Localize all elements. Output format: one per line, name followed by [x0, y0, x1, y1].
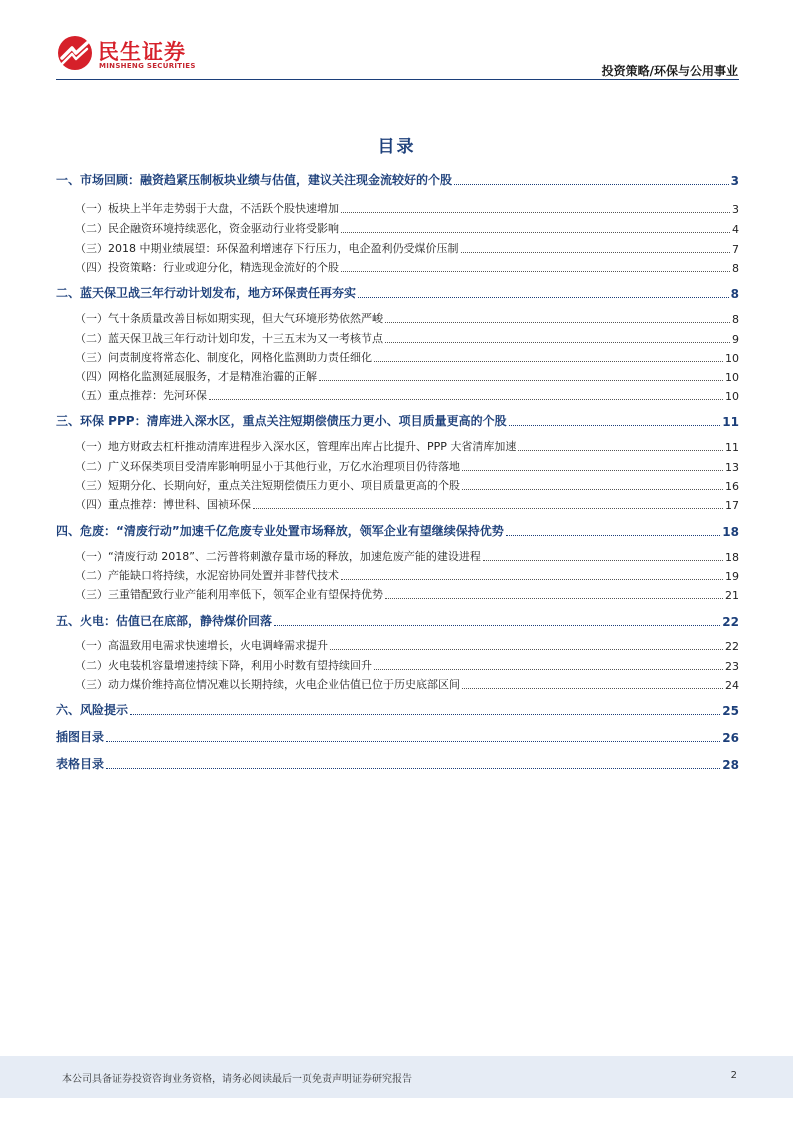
toc-entry-title: 五、火电：估值已在底部，静待煤价回落 — [56, 614, 273, 628]
toc-entry-title: （四）投资策略：行业或迎分化，精选现金流好的个股 — [75, 261, 339, 274]
toc-dot-leader — [462, 470, 723, 471]
toc-entry-page: 4 — [732, 223, 739, 236]
toc-chapter-entry[interactable] — [56, 729, 739, 745]
toc-entry-page: 26 — [722, 731, 739, 745]
toc-dot-leader — [106, 741, 720, 742]
toc-entry-title: （四）重点推荐：博世科、国祯环保 — [75, 498, 251, 511]
toc-entry-title: 插图目录 — [56, 730, 105, 744]
toc-dot-leader — [341, 232, 730, 233]
toc-entry-title: （三）三重错配致行业产能利用率低下，领军企业有望保持优势 — [75, 588, 383, 601]
page-header — [0, 0, 793, 80]
toc-section-entry[interactable] — [56, 568, 739, 583]
toc-section-entry[interactable] — [56, 311, 739, 326]
toc-entry-page: 3 — [730, 174, 739, 188]
toc-section-entry[interactable] — [56, 478, 739, 493]
toc-dot-leader — [518, 450, 723, 451]
toc-section-entry[interactable] — [56, 549, 739, 564]
toc-entry-title: （四）网格化监测延展服务，才是精准治霾的正解 — [75, 370, 317, 383]
toc-dot-leader — [130, 714, 720, 715]
report-category: 投资策略/环保与公用事业 — [601, 64, 738, 78]
toc-section-entry[interactable] — [56, 369, 739, 384]
toc-entry-title: （三）动力煤价维持高位情况难以长期持续，火电企业估值已位于历史底部区间 — [75, 678, 460, 691]
toc-dot-leader — [483, 560, 723, 561]
toc-entry-title: （一）地方财政去杠杆推动清库进程步入深水区，管理库出库占比提升、PPP 大省清库加速 — [75, 440, 517, 453]
toc-section-entry[interactable] — [56, 331, 739, 346]
toc-entry-title: （二）蓝天保卫战三年行动计划印发，十三五末为又一考核节点 — [75, 332, 383, 345]
toc-dot-leader — [374, 669, 723, 670]
toc-entry-page: 8 — [732, 262, 739, 275]
toc-chapter-entry[interactable] — [56, 285, 739, 301]
toc-dot-leader — [274, 625, 720, 626]
toc-entry-page: 18 — [722, 525, 739, 539]
toc-entry-title: （二）火电装机容量增速持续下降，利用小时数有望持续回升 — [75, 659, 372, 672]
toc-section-entry[interactable] — [56, 221, 739, 236]
logo-mark-icon — [56, 34, 94, 72]
toc-dot-leader — [374, 361, 723, 362]
toc-entry-page: 8 — [730, 287, 739, 301]
toc-entry-title: 表格目录 — [56, 757, 105, 771]
footer-disclaimer: 本公司具备证券投资咨询业务资格，请务必阅读最后一页免责声明证券研究报告 — [62, 1074, 412, 1085]
toc-entry-page: 23 — [725, 660, 739, 673]
toc-entry-page: 10 — [725, 352, 739, 365]
toc-entry-title: （五）重点推荐：先河环保 — [75, 389, 207, 402]
toc-chapter-entry[interactable] — [56, 172, 739, 188]
toc-entry-title: （一）板块上半年走势弱于大盘，不活跃个股快速增加 — [75, 202, 339, 215]
toc-dot-leader — [330, 649, 723, 650]
toc-entry-page: 9 — [732, 333, 739, 346]
toc-entry-page: 17 — [725, 499, 739, 512]
toc-entry-page: 18 — [725, 551, 739, 564]
toc-section-entry[interactable] — [56, 439, 739, 454]
toc-entry-page: 10 — [725, 390, 739, 403]
toc-entry-title: 二、蓝天保卫战三年行动计划发布，地方环保责任再夯实 — [56, 286, 357, 300]
toc-section-entry[interactable] — [56, 241, 739, 256]
header-divider — [56, 79, 739, 80]
toc-chapter-entry[interactable] — [56, 523, 739, 539]
toc-entry-page: 8 — [732, 313, 739, 326]
toc-entry-title: （三）短期分化、长期向好，重点关注短期偿债压力更小、项目质量更高的个股 — [75, 479, 460, 492]
toc-entry-title: 四、危废：“清废行动”加速千亿危废专业处置市场释放，领军企业有望继续保持优势 — [56, 524, 504, 538]
toc-entry-title: （二）产能缺口将持续，水泥窑协同处置并非替代技术 — [75, 569, 339, 582]
toc-section-entry[interactable] — [56, 587, 739, 602]
toc-chapter-entry[interactable] — [56, 613, 739, 629]
toc-entry-page: 19 — [725, 570, 739, 583]
toc-entry-title: （二）广义环保类项目受清库影响明显小于其他行业，万亿水治理项目仍待落地 — [75, 460, 460, 473]
toc-section-entry[interactable] — [56, 658, 739, 673]
toc-entry-page: 24 — [725, 679, 739, 692]
toc-section-entry[interactable] — [56, 497, 739, 512]
toc-entry-page: 22 — [722, 615, 739, 629]
toc-entry-title: 六、风险提示 — [56, 703, 129, 717]
toc-entry-title: （二）民企融资环境持续恶化，资金驱动行业将受影响 — [75, 222, 339, 235]
toc-entry-page: 21 — [725, 589, 739, 602]
company-logo — [56, 34, 216, 78]
toc-dot-leader — [462, 688, 723, 689]
toc-dot-leader — [319, 380, 723, 381]
toc-section-entry[interactable] — [56, 260, 739, 275]
toc-dot-leader — [341, 212, 730, 213]
toc-entry-page: 7 — [732, 243, 739, 256]
toc-chapter-entry[interactable] — [56, 756, 739, 772]
toc-entry-page: 11 — [722, 415, 739, 429]
toc-title: 目录 — [377, 137, 416, 157]
toc-entry-page: 16 — [725, 480, 739, 493]
toc-section-entry[interactable] — [56, 638, 739, 653]
toc-section-entry[interactable] — [56, 388, 739, 403]
logo-chinese-name: 民生证券 — [98, 40, 186, 64]
toc-entry-title: 三、环保 PPP：清库进入深水区，重点关注短期偿债压力更小、项目质量更高的个股 — [56, 414, 507, 428]
toc-dot-leader — [385, 598, 723, 599]
toc-dot-leader — [462, 489, 723, 490]
toc-entry-page: 22 — [725, 640, 739, 653]
toc-chapter-entry[interactable] — [56, 413, 739, 429]
toc-chapter-entry[interactable] — [56, 702, 739, 718]
toc-section-entry[interactable] — [56, 350, 739, 365]
toc-section-entry[interactable] — [56, 201, 739, 216]
toc-dot-leader — [506, 535, 721, 536]
toc-dot-leader — [461, 252, 731, 253]
toc-entry-title: 一、市场回顾：融资趋紧压制板块业绩与估值，建议关注现金流较好的个股 — [56, 173, 453, 187]
toc-section-entry[interactable] — [56, 677, 739, 692]
toc-dot-leader — [341, 579, 723, 580]
toc-entry-title: （一）高温致用电需求快速增长，火电调峰需求提升 — [75, 639, 328, 652]
toc-entry-page: 10 — [725, 371, 739, 384]
toc-entry-page: 25 — [722, 704, 739, 718]
toc-dot-leader — [454, 184, 729, 185]
toc-dot-leader — [358, 297, 729, 298]
page-number: 2 — [730, 1070, 737, 1081]
page-footer — [0, 1056, 793, 1098]
toc-entry-title: （一）“清废行动 2018”、二污普将刺激存量市场的释放，加速危废产能的建设进程 — [75, 550, 481, 563]
toc-dot-leader — [509, 425, 721, 426]
toc-entry-title: （一）气十条质量改善目标如期实现，但大气环境形势依然严峻 — [75, 312, 383, 325]
toc-dot-leader — [341, 271, 730, 272]
toc-entry-title: （三）问责制度将常态化、制度化，网格化监测助力责任细化 — [75, 351, 372, 364]
toc-dot-leader — [385, 322, 730, 323]
toc-dot-leader — [209, 399, 723, 400]
toc-entry-page: 11 — [725, 441, 739, 454]
toc-entry-page: 13 — [725, 461, 739, 474]
toc-dot-leader — [253, 508, 723, 509]
logo-english-name: MINSHENG SECURITIES — [99, 62, 196, 70]
toc-entry-page: 28 — [722, 758, 739, 772]
toc-entry-title: （三）2018 中期业绩展望：环保盈利增速存下行压力，电企盈利仍受煤价压制 — [75, 242, 459, 255]
toc-dot-leader — [385, 342, 730, 343]
toc-dot-leader — [106, 768, 720, 769]
toc-section-entry[interactable] — [56, 459, 739, 474]
toc-entry-page: 3 — [732, 203, 739, 216]
